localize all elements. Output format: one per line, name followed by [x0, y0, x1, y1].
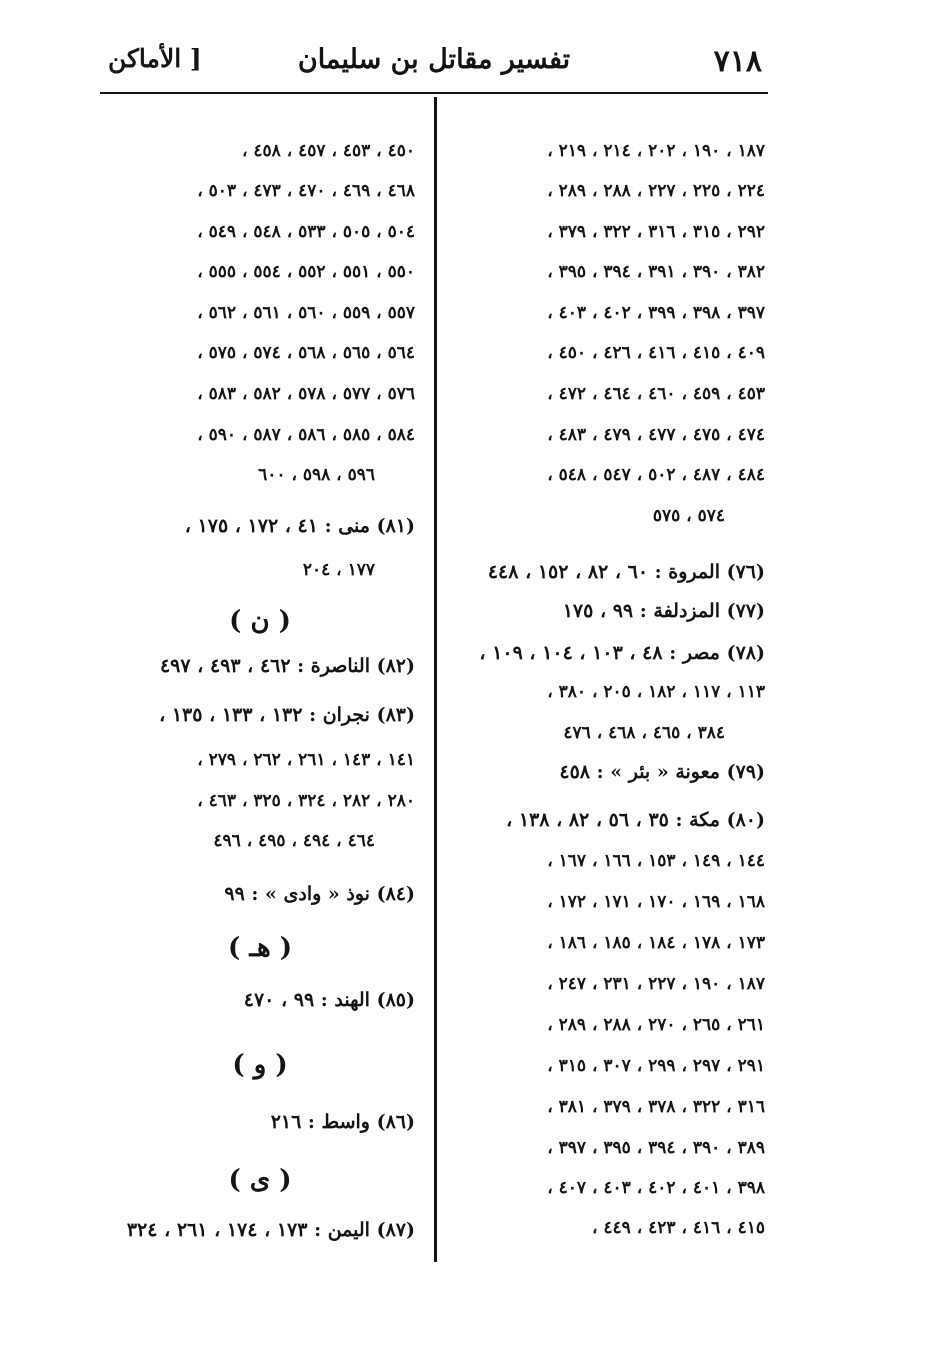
index-line: ١٧٧ ، ٢٠٤: [302, 560, 375, 580]
column-divider: [434, 97, 437, 1262]
index-line: ٥٠٤ ، ٥٠٥ ، ٥٣٣ ، ٥٤٨ ، ٥٤٩ ،: [197, 222, 415, 242]
index-entry: (٨١) منى : ٤١ ، ١٧٢ ، ١٧٥ ،: [184, 515, 415, 537]
index-line: ١٨٧ ، ١٩٠ ، ٢٠٢ ، ٢١٤ ، ٢١٩ ،: [547, 141, 765, 161]
section-title: [ الأماكن: [108, 44, 202, 73]
index-line: ٣١٦ ، ٣٢٢ ، ٣٧٨ ، ٣٧٩ ، ٣٨١ ،: [547, 1097, 765, 1117]
index-line: ١٦٨ ، ١٦٩ ، ١٧٠ ، ١٧١ ، ١٧٢ ،: [547, 892, 765, 912]
letter-heading: ( ن ): [229, 606, 291, 636]
index-line: ٣٩٧ ، ٣٩٨ ، ٣٩٩ ، ٤٠٢ ، ٤٠٣ ،: [547, 303, 765, 323]
index-line: ٣٨٩ ، ٣٩٠ ، ٣٩٤ ، ٣٩٥ ، ٣٩٧ ،: [547, 1138, 765, 1158]
index-entry: (٧٦) المروة : ٦٠ ، ٨٢ ، ١٥٢ ، ٤٤٨: [487, 561, 765, 583]
index-line: ٢٦١ ، ٢٦٥ ، ٢٧٠ ، ٢٨٨ ، ٢٨٩ ،: [547, 1015, 765, 1035]
book-title: تفسير مقاتل بن سليمان: [297, 44, 571, 75]
page-number: ٧١٨: [713, 44, 762, 79]
index-line: ٤٦٤ ، ٤٩٤ ، ٤٩٥ ، ٤٩٦: [213, 831, 375, 851]
index-line: ٢٩٢ ، ٣١٥ ، ٣١٦ ، ٣٢٢ ، ٣٧٩ ،: [547, 222, 765, 242]
index-entry: (٧٩) معونة « بئر » : ٤٥٨: [559, 761, 765, 783]
letter-heading: ( ى ): [228, 1165, 292, 1195]
index-line: ١٤١ ، ١٤٣ ، ٢٦١ ، ٢٦٢ ، ٢٧٩ ،: [197, 750, 415, 770]
index-line: ٥٧٤ ، ٥٧٥: [652, 506, 725, 526]
index-line: ١٨٧ ، ١٩٠ ، ٢٢٧ ، ٢٣١ ، ٢٤٧ ،: [547, 974, 765, 994]
index-line: ١٧٣ ، ١٧٨ ، ١٨٤ ، ١٨٥ ، ١٨٦ ،: [547, 933, 765, 953]
index-entry: (٧٨) مصر : ٤٨ ، ١٠٣ ، ١٠٤ ، ١٠٩ ،: [479, 642, 765, 664]
index-line: ٤٥٣ ، ٤٥٩ ، ٤٦٠ ، ٤٦٤ ، ٤٧٢ ،: [547, 384, 765, 404]
index-line: ٥٩٦ ، ٥٩٨ ، ٦٠٠: [258, 465, 375, 485]
index-entry: (٨٣) نجران : ١٣٢ ، ١٣٣ ، ١٣٥ ،: [159, 704, 415, 726]
index-line: ٥٦٤ ، ٥٦٥ ، ٥٦٨ ، ٥٧٤ ، ٥٧٥ ،: [197, 343, 415, 363]
index-line: ٢٩١ ، ٢٩٧ ، ٢٩٩ ، ٣٠٧ ، ٣١٥ ،: [547, 1056, 765, 1076]
index-line: ٤٨٤ ، ٤٨٧ ، ٥٠٢ ، ٥٤٧ ، ٥٤٨ ،: [547, 465, 765, 485]
page-header: [100, 38, 768, 94]
index-line: ٣٨٢ ، ٣٩٠ ، ٣٩١ ، ٣٩٤ ، ٣٩٥ ،: [547, 262, 765, 282]
index-line: ٥٥٧ ، ٥٥٩ ، ٥٦٠ ، ٥٦١ ، ٥٦٢ ،: [197, 303, 415, 323]
index-line: ٥٨٤ ، ٥٨٥ ، ٥٨٦ ، ٥٨٧ ، ٥٩٠ ،: [197, 425, 415, 445]
index-entry: (٨٦) واسط : ٢١٦: [270, 1111, 415, 1133]
index-entry: (٨٧) اليمن : ١٧٣ ، ١٧٤ ، ٢٦١ ، ٣٢٤: [126, 1219, 415, 1241]
index-line: ٣٩٨ ، ٤٠١ ، ٤٠٢ ، ٤٠٣ ، ٤٠٧ ،: [547, 1178, 765, 1198]
index-entry: (٨٥) الهند : ٩٩ ، ٤٧٠: [243, 989, 415, 1011]
index-line: ٤١٥ ، ٤١٦ ، ٤٢٣ ، ٤٤٩ ،: [591, 1218, 765, 1238]
index-entry: (٨٢) الناصرة : ٤٦٢ ، ٤٩٣ ، ٤٩٧: [159, 655, 415, 677]
index-line: ٤٠٩ ، ٤١٥ ، ٤١٦ ، ٤٢٦ ، ٤٥٠ ،: [547, 343, 765, 363]
index-line: ٣٨٤ ، ٤٦٥ ، ٤٦٨ ، ٤٧٦: [563, 723, 725, 743]
index-line: ٤٧٤ ، ٤٧٥ ، ٤٧٧ ، ٤٧٩ ، ٤٨٣ ،: [547, 425, 765, 445]
index-line: ٤٦٨ ، ٤٦٩ ، ٤٧٠ ، ٤٧٣ ، ٥٠٣ ،: [197, 181, 415, 201]
index-line: ٤٥٠ ، ٤٥٣ ، ٤٥٧ ، ٤٥٨ ،: [241, 141, 415, 161]
index-line: ١١٣ ، ١١٧ ، ١٨٢ ، ٢٠٥ ، ٣٨٠ ،: [547, 682, 765, 702]
index-line: ٥٧٦ ، ٥٧٧ ، ٥٧٨ ، ٥٨٢ ، ٥٨٣ ،: [197, 384, 415, 404]
index-entry: (٨٤) نوذ « وادى » : ٩٩: [224, 883, 415, 905]
index-line: ٢٨٠ ، ٢٨٢ ، ٣٢٤ ، ٣٢٥ ، ٤٦٣ ،: [197, 791, 415, 811]
letter-heading: ( و ): [232, 1050, 288, 1080]
index-entry: (٧٧) المزدلفة : ٩٩ ، ١٧٥: [562, 600, 765, 622]
index-entry: (٨٠) مكة : ٣٥ ، ٥٦ ، ٨٢ ، ١٣٨ ،: [506, 809, 765, 831]
header-rule: [100, 92, 768, 94]
index-line: ١٤٤ ، ١٤٩ ، ١٥٣ ، ١٦٦ ، ١٦٧ ،: [547, 851, 765, 871]
letter-heading: ( هـ ): [227, 933, 293, 963]
index-line: ٥٥٠ ، ٥٥١ ، ٥٥٢ ، ٥٥٤ ، ٥٥٥ ،: [197, 262, 415, 282]
index-line: ٢٢٤ ، ٢٢٥ ، ٢٢٧ ، ٢٨٨ ، ٢٨٩ ،: [547, 181, 765, 201]
